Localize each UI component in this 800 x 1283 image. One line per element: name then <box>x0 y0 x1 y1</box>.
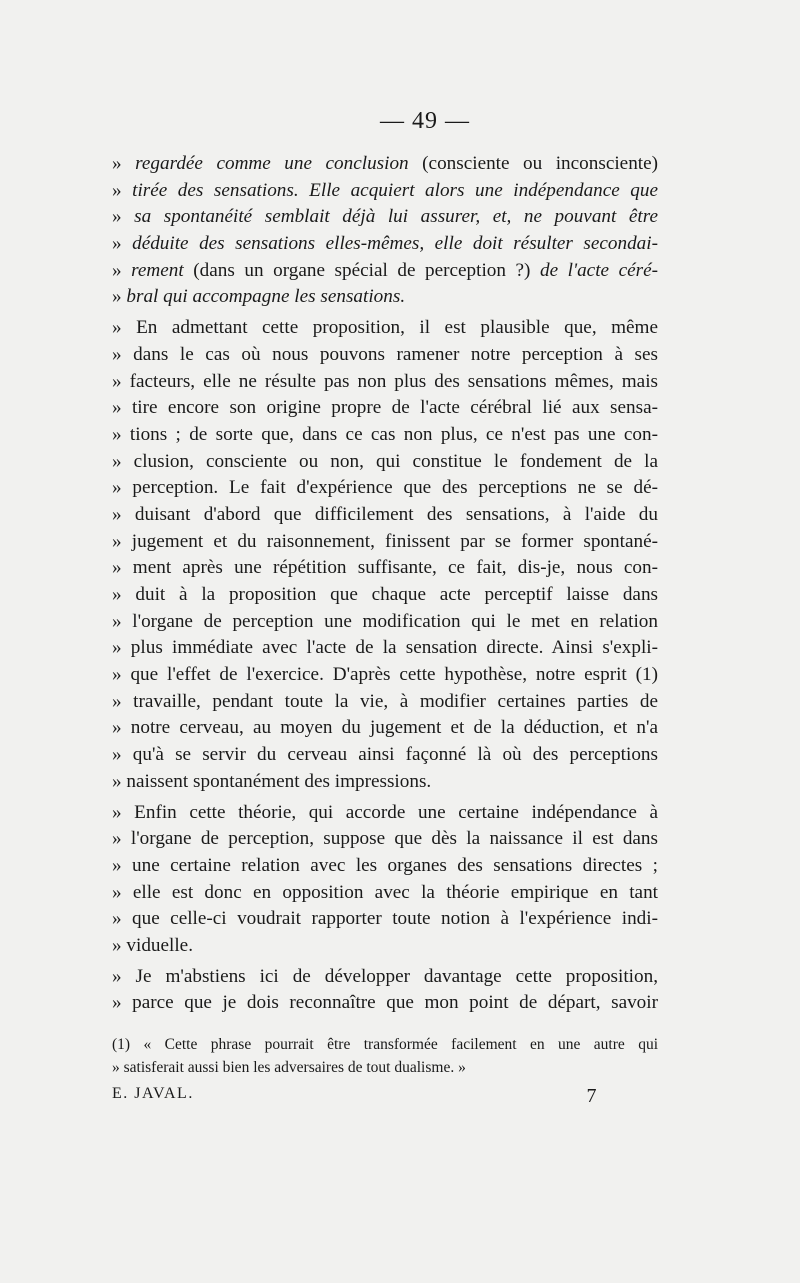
text-line <box>112 315 658 342</box>
text-line <box>112 582 658 609</box>
text-span: » plus immédiate avec l'acte de la sensation directe. Ainsi s'expli- <box>112 637 658 659</box>
text-span: » perception. Le fait d'expérience que des perceptions ne se dé- <box>112 477 658 499</box>
text-span: » l'organe de perception une modification qui le met en relation <box>112 610 658 632</box>
text-span: » ment après une répétition suffisante, ce fait, dis-je, nous con- <box>112 557 658 579</box>
text-span: » tions ; de sorte que, dans ce cas non plus, ce n'est pas une con- <box>112 423 658 445</box>
text-line <box>112 800 658 827</box>
page-number: — 49 — <box>380 108 470 134</box>
text-line <box>112 609 658 636</box>
text-line <box>112 204 658 231</box>
italic-text: regardée comme une conclusion <box>135 153 409 174</box>
text-span: » duit à la proposition que chaque acte perceptif laisse dans <box>112 584 658 605</box>
text-line <box>112 689 658 716</box>
italic-text: bral qui accompagne les sensations. <box>126 286 406 308</box>
text-line <box>112 990 658 1017</box>
text-span: » <box>112 233 133 255</box>
text-line <box>112 769 658 796</box>
text-span: » Je m'abstiens ici de développer davantage cette proposition, <box>112 965 658 987</box>
text-span: » travaille, pendant toute la vie, à modifier certaines parties de <box>112 690 658 712</box>
text-span: » naissent spontanément des impressions. <box>112 770 432 792</box>
italic-text: déduite des sensations elles-mêmes, elle doit résulter secondai- <box>132 233 658 255</box>
text-span: » facteurs, elle ne résulte pas non plus des sensations mêmes, mais <box>112 370 658 392</box>
text-span: » tire encore son origine propre de l'acte cérébral lié aux sensa- <box>112 397 658 419</box>
text-line <box>112 178 658 205</box>
text-line <box>112 880 658 907</box>
text-line <box>112 826 658 853</box>
body-text <box>112 151 658 1017</box>
text-span: » que l'effet de l'exercice. D'après cette hypothèse, notre esprit (1) <box>112 664 658 686</box>
text-span: » parce que je dois reconnaître que mon point de départ, savoir <box>112 992 658 1014</box>
italic-text: sa spontanéité semblait déjà lui assurer, et, ne pouvant être <box>134 206 658 228</box>
text-line <box>112 529 658 556</box>
text-span: » duisant d'abord que difficilement des sensations, à l'aide du <box>112 503 658 525</box>
text-span: » que celle-ci voudrait rapporter toute notion à l'expérience indi- <box>112 908 658 930</box>
text-line <box>112 475 658 502</box>
italic-text: tirée des sensations. Elle acquiert alors une indépendance que <box>132 179 659 201</box>
text-span: » Enfin cette théorie, qui accorde une certaine indépendance à <box>112 801 658 823</box>
text-span: (consciente ou inconsciente) <box>408 153 659 174</box>
document-page <box>112 108 658 1108</box>
footnote <box>112 1033 658 1079</box>
text-span: (dans un organe spécial de perception ?) <box>183 259 540 281</box>
text-line <box>112 151 658 178</box>
text-span: » viduelle. <box>112 934 193 956</box>
text-span: » <box>112 153 136 174</box>
text-span: » <box>112 259 132 281</box>
sheet-number: 7 <box>586 1085 598 1107</box>
text-span: » l'organe de perception, suppose que dès la naissance il est dans <box>112 828 658 850</box>
text-span: » une certaine relation avec les organes des sensations directes ; <box>112 854 658 876</box>
signature-row <box>112 1085 658 1108</box>
text-span: » notre cerveau, au moyen du jugement et de la déduction, et n'a <box>112 717 658 739</box>
text-line <box>112 231 658 258</box>
text-line <box>112 715 658 742</box>
text-line <box>112 635 658 662</box>
text-line <box>112 284 658 311</box>
text-line <box>112 369 658 396</box>
italic-text: de l'acte céré- <box>540 259 659 281</box>
text-span: » <box>112 206 135 228</box>
text-line <box>112 906 658 933</box>
text-line <box>112 662 658 689</box>
footnote-line-1: (1) « Cette phrase pourrait être transformée facilement en une autre qui <box>112 1036 658 1053</box>
text-line <box>112 964 658 991</box>
author-signature: E. JAVAL. <box>112 1085 194 1102</box>
text-line <box>112 853 658 880</box>
text-line <box>112 742 658 769</box>
text-line <box>112 342 658 369</box>
text-line <box>112 933 658 960</box>
text-span: » clusion, consciente ou non, qui constitue le fondement de la <box>112 450 658 472</box>
text-line <box>112 502 658 529</box>
text-span: » En admettant cette proposition, il est plausible que, même <box>112 317 658 339</box>
text-line <box>112 449 658 476</box>
text-span: » <box>112 179 133 201</box>
italic-text: rement <box>131 259 184 281</box>
text-span: » elle est donc en opposition avec la théorie empirique en tant <box>112 881 658 903</box>
text-span: » <box>112 286 127 308</box>
text-line <box>112 395 658 422</box>
text-span: » qu'à se servir du cerveau ainsi façonné là où des perceptions <box>112 744 658 766</box>
text-span: » jugement et du raisonnement, finissent par se former spontané- <box>112 530 658 552</box>
text-span: » dans le cas où nous pouvons ramener notre perception à ses <box>112 343 658 365</box>
text-line <box>112 422 658 449</box>
footnote-line-2: » satisferait aussi bien les adversaires de tout dualisme. » <box>112 1059 466 1076</box>
text-line <box>112 555 658 582</box>
text-line <box>112 258 658 285</box>
